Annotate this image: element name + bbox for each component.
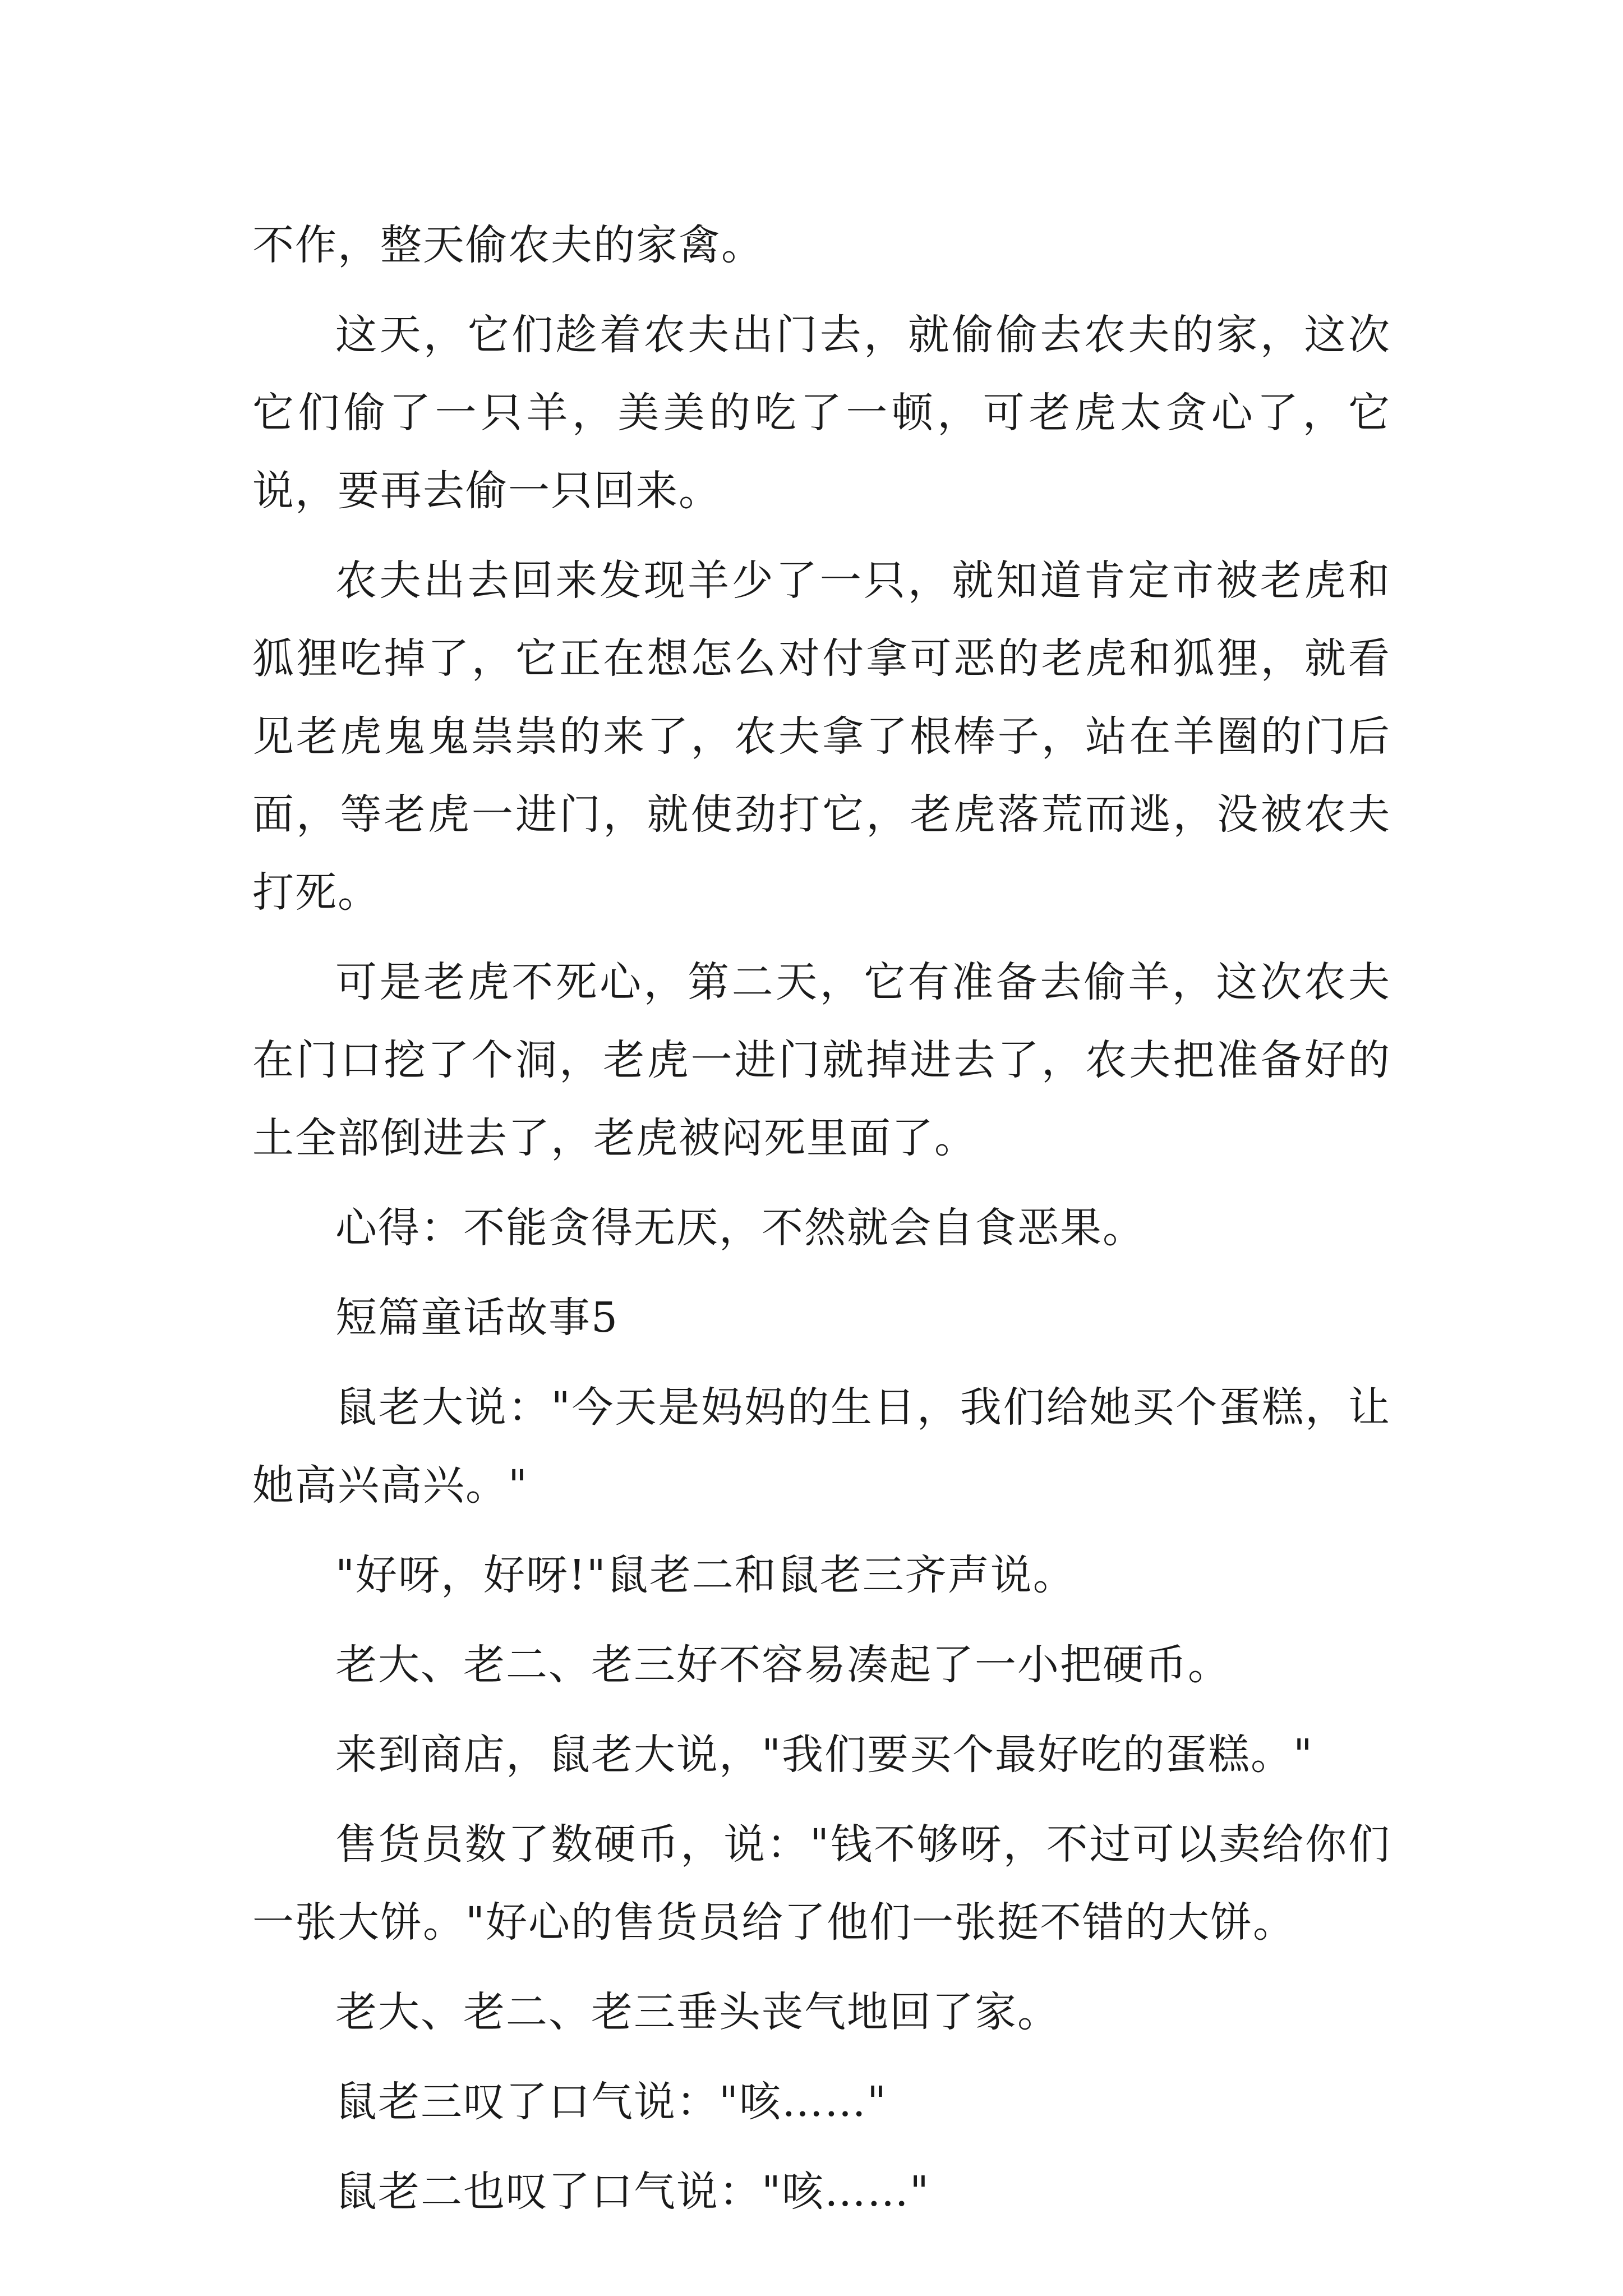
- document-body: [252, 206, 1391, 2243]
- paragraph-continued: 不作，整天偷农夫的家禽。: [252, 221, 764, 269]
- paragraph: 鼠老二也叹了口气说："咳……": [335, 2168, 930, 2216]
- paragraph: 老大、老二、老三垂头丧气地回了家。: [335, 1988, 1060, 2036]
- paragraph: 老大、老二、老三好不容易凑起了一小把硬币。: [335, 1641, 1230, 1689]
- paragraph: 来到商店，鼠老大说，"我们要买个最好吃的蛋糕。": [335, 1731, 1314, 1779]
- paragraph: 可是老虎不死心，第二天，它有准备去偷羊，这次农夫在门口挖了个洞，老虎一进门就掉进去了，农夫把准备好的土全部倒进去了，老虎被闷死里面了。: [252, 958, 1391, 1162]
- section-heading: 短篇童话故事5: [335, 1294, 619, 1342]
- paragraph: 鼠老三叹了口气说："咳……": [335, 2078, 888, 2126]
- paragraph: 售货员数了数硬币，说："钱不够呀，不过可以卖给你们一张大饼。"好心的售货员给了他们一张挺不错的大饼。: [252, 1820, 1391, 1947]
- paragraph: 农夫出去回来发现羊少了一只，就知道肯定市被老虎和狐狸吃掉了，它正在想怎么对付拿可恶的老虎和狐狸，就看见老虎鬼鬼祟祟的来了，农夫拿了根棒子，站在羊圈的门后面，等老虎一进门，就使劲打它，老虎落荒而逃，没被农夫打死。: [252, 556, 1391, 917]
- paragraph: 这天，它们趁着农夫出门去，就偷偷去农夫的家，这次它们偷了一只羊，美美的吃了一顿，可老虎太贪心了，它说，要再去偷一只回来。: [252, 311, 1391, 515]
- paragraph-takeaway: 心得：不能贪得无厌，不然就会自食恶果。: [335, 1204, 1145, 1252]
- paragraph: 鼠老大说："今天是妈妈的生日，我们给她买个蛋糕，让她高兴高兴。": [252, 1383, 1391, 1510]
- paragraph: "好呀，好呀!"鼠老二和鼠老三齐声说。: [335, 1551, 1076, 1599]
